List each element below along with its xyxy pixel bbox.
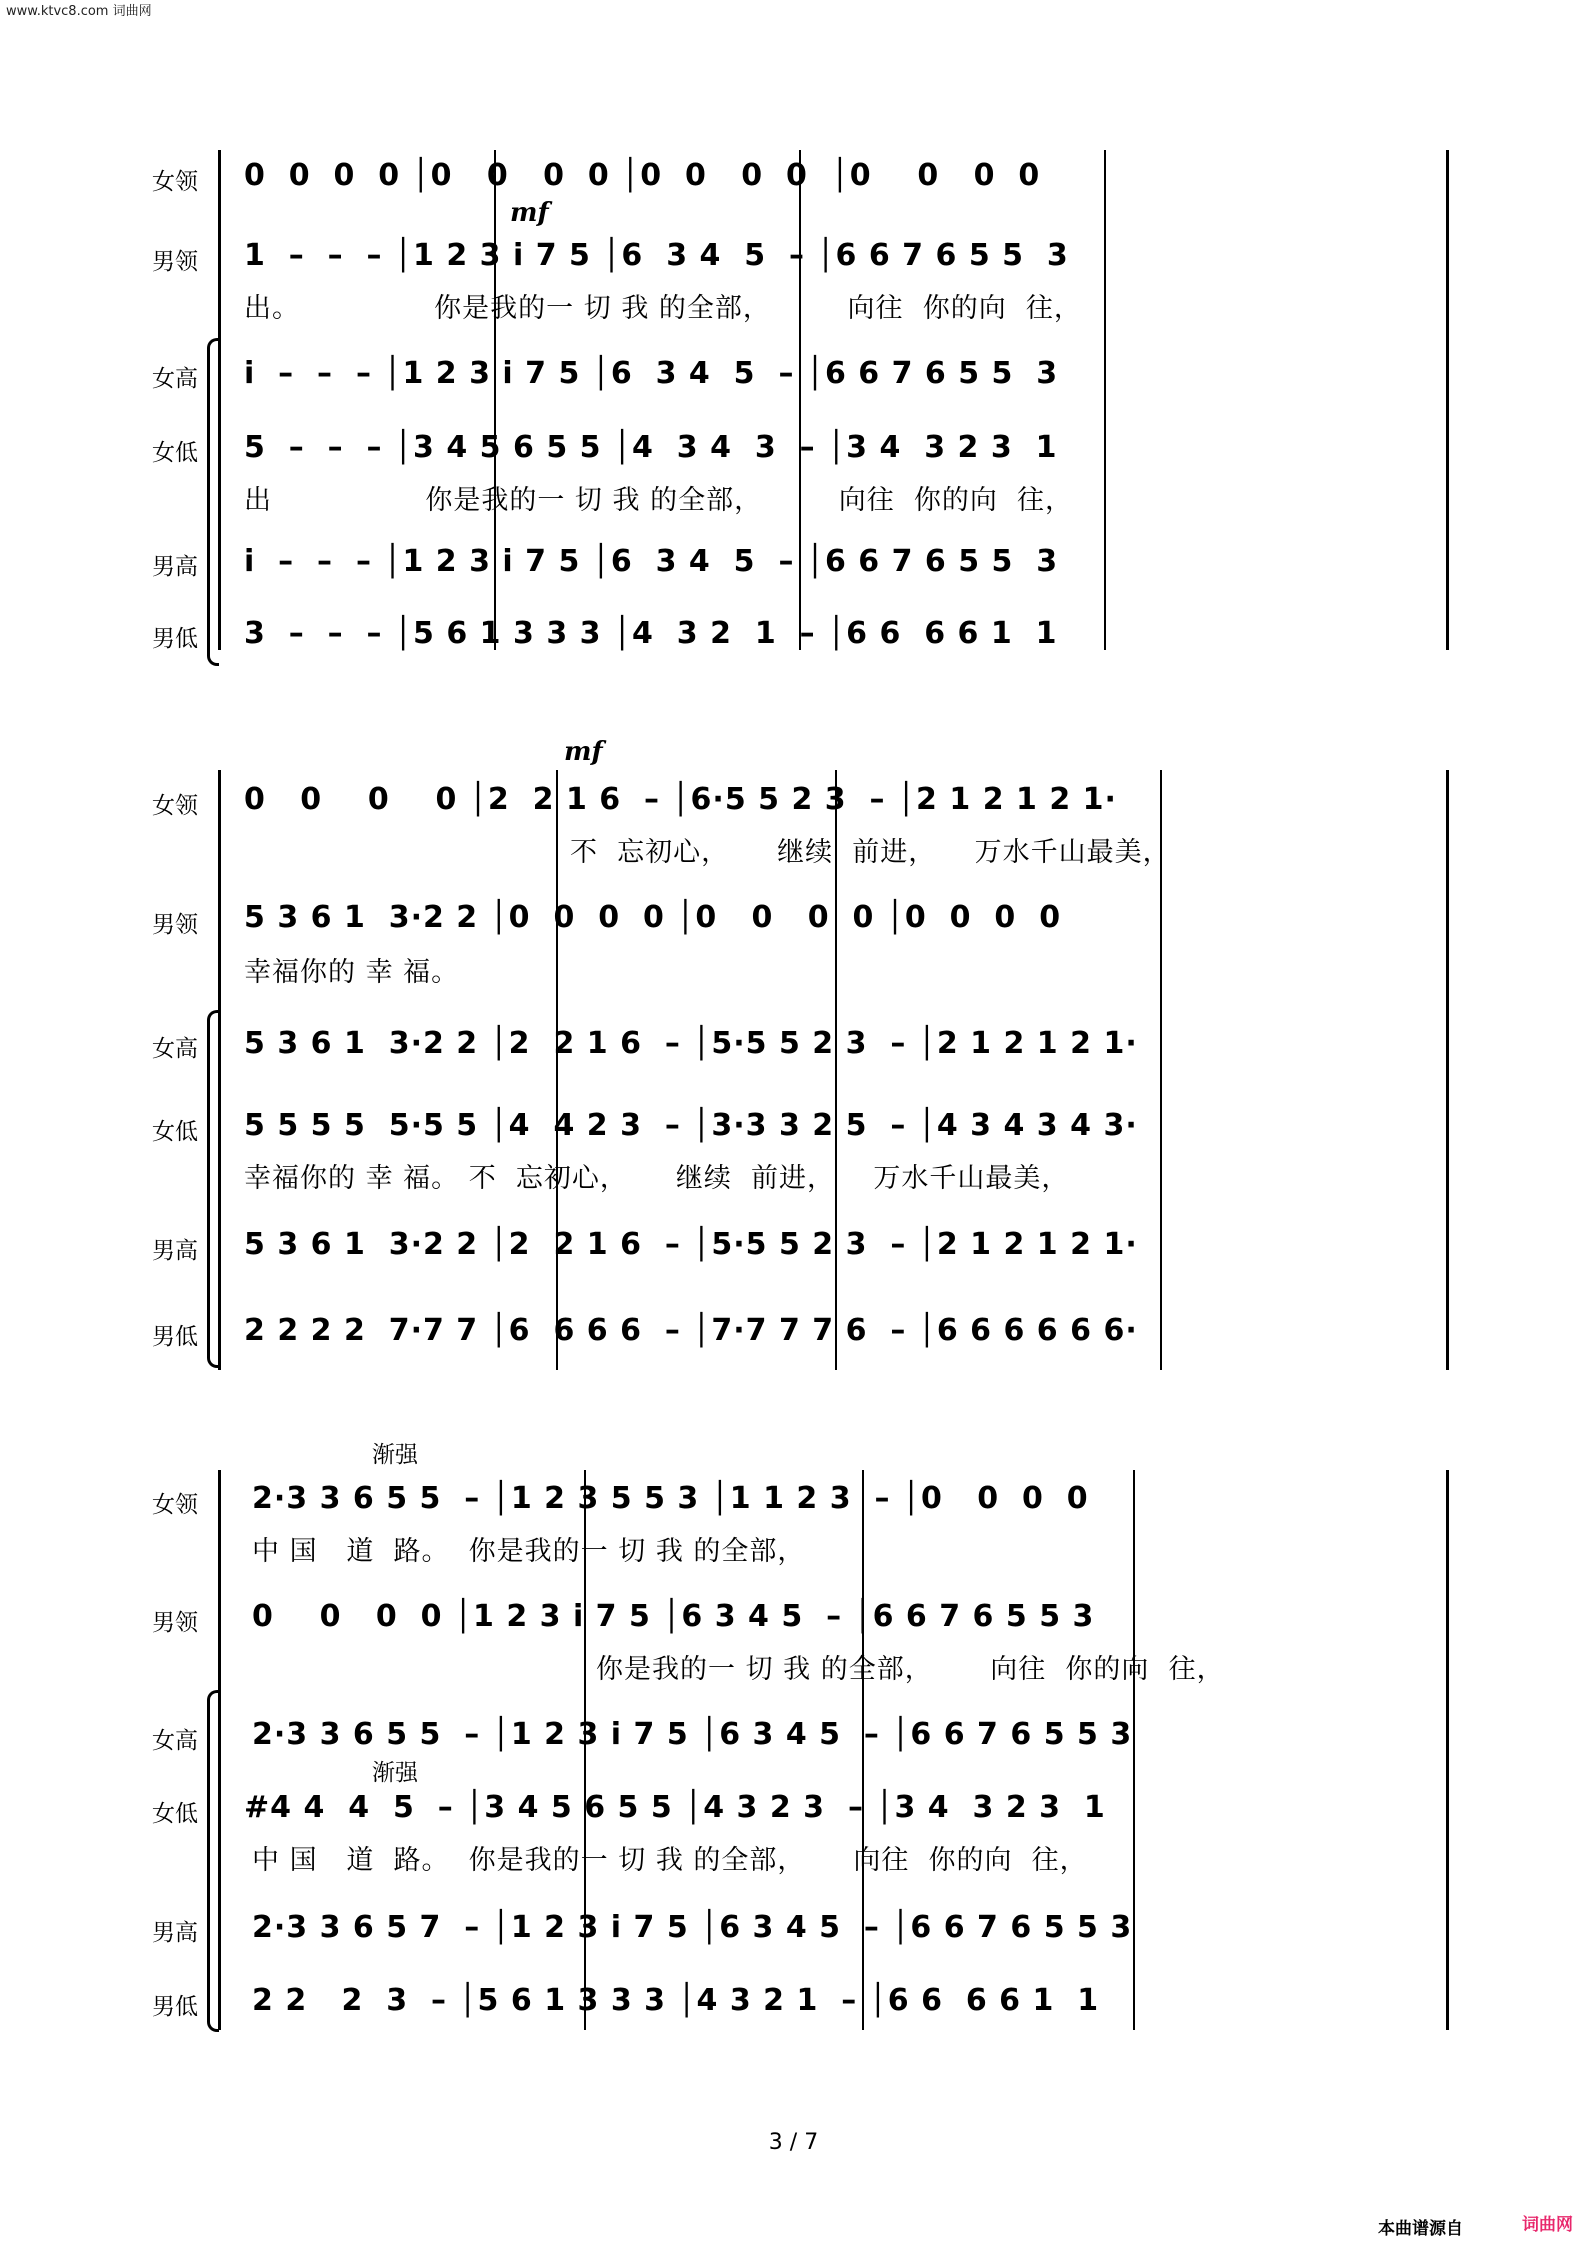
part-label-alto: 女低 xyxy=(152,1801,198,1827)
part-label-tenor: 男高 xyxy=(152,1920,198,1946)
staff-notes-male-lead: 1 – – – │1 2 3 i 7 5 │6 3 4 5 – │6 6 7 6 5 5 3 xyxy=(244,238,1069,273)
lyrics-female-lead: 中 国 道 路。 你是我的一 切 我 的全部， xyxy=(252,1536,806,1567)
lyrics-male-lead: 你是我的一 切 我 的全部， 向往 你的向 往， xyxy=(596,1654,1225,1685)
lyrics-male-lead: 幸福你的 幸 福。 xyxy=(244,957,460,988)
staff-notes-alto: #4 4 4 5 – │3 4 5 6 5 5 │4 3 2 3 – │3 4 3 2 3 1 xyxy=(244,1790,1106,1825)
system-end-bar xyxy=(1446,770,1449,1370)
lyrics-female-lead: 不 忘初心， 继续 前进， 万水千山最美， xyxy=(570,837,1171,868)
staff-notes-female-lead: 0 0 0 0 │0 0 0 0 │0 0 0 0 │0 0 0 0 xyxy=(244,158,1041,193)
staff-notes-alto: 5 – – – │3 4 5 6 5 5 │4 3 4 3 – │3 4 3 2 3 1 xyxy=(244,430,1058,465)
part-label-alto: 女低 xyxy=(152,440,198,466)
part-label-male-lead: 男领 xyxy=(152,1610,198,1636)
staff-notes-bass: 3 – – – │5 6 1 3 3 3 │4 3 2 1 – │6 6 6 6 1 1 xyxy=(244,616,1058,651)
part-label-soprano: 女高 xyxy=(152,366,198,392)
choir-brace xyxy=(207,1010,219,1368)
staff-notes-tenor: i – – – │1 2 3 i 7 5 │6 3 4 5 – │6 6 7 6 5 5 3 xyxy=(244,544,1059,579)
staff-notes-soprano: 5 3 6 1 3·2 2 │2 2 1 6 – │5·5 5 2 3 – │2 1 2 1 2 1· xyxy=(244,1026,1138,1061)
system-end-bar xyxy=(1446,150,1449,650)
brand-logo-text: 词曲网 xyxy=(1522,2215,1573,2235)
staff-notes-tenor: 2·3 3 6 5 7 – │1 2 3 i 7 5 │6 3 4 5 – │6 6 7 6 5 5 3 xyxy=(252,1910,1133,1945)
bar-line xyxy=(1133,1470,1135,2030)
part-label-female-lead: 女领 xyxy=(152,1492,198,1518)
staff-notes-male-lead: 5 3 6 1 3·2 2 │0 0 0 0 │0 0 0 0 │0 0 0 0 xyxy=(244,900,1062,935)
part-label-soprano: 女高 xyxy=(152,1728,198,1754)
lyrics-male-lead: 出。 你是我的一 切 我 的全部， 向往 你的向 往， xyxy=(244,293,1082,324)
part-label-bass: 男低 xyxy=(152,1324,198,1350)
dynamic-mf: mf xyxy=(564,737,603,767)
staff-notes-female-lead: 2·3 3 6 5 5 – │1 2 3 5 5 3 │1 1 2 3 – │0 0 0 0 xyxy=(252,1481,1089,1516)
crescendo-marking: 渐强 xyxy=(372,1442,418,1468)
staff-notes-alto: 5 5 5 5 5·5 5 │4 4 2 3 – │3·3 3 2 5 – │4 3 4 3 4 3· xyxy=(244,1108,1138,1143)
source-credit: 本曲谱源自 xyxy=(1378,2219,1463,2239)
part-label-soprano: 女高 xyxy=(152,1036,198,1062)
part-label-tenor: 男高 xyxy=(152,1238,198,1264)
bar-line xyxy=(556,770,558,1370)
dynamic-mf: mf xyxy=(510,198,549,228)
lyrics-alto: 出 你是我的一 切 我 的全部， 向往 你的向 往， xyxy=(244,485,1074,516)
staff-notes-tenor: 5 3 6 1 3·2 2 │2 2 1 6 – │5·5 5 2 3 – │2 1 2 1 2 1· xyxy=(244,1227,1138,1262)
part-label-male-lead: 男领 xyxy=(152,912,198,938)
page-number: 3 / 7 xyxy=(768,2130,819,2155)
staff-notes-bass: 2 2 2 3 – │5 6 1 3 3 3 │4 3 2 1 – │6 6 6 6 1 1 xyxy=(252,1983,1100,2018)
part-label-tenor: 男高 xyxy=(152,554,198,580)
part-label-female-lead: 女领 xyxy=(152,169,198,195)
staff-notes-soprano: i – – – │1 2 3 i 7 5 │6 3 4 5 – │6 6 7 6 5 5 3 xyxy=(244,356,1059,391)
system-end-bar xyxy=(1446,1470,1449,2030)
bar-line xyxy=(1104,150,1106,650)
crescendo-marking: 渐强 xyxy=(372,1760,418,1786)
part-label-female-lead: 女领 xyxy=(152,793,198,819)
staff-notes-female-lead: 0 0 0 0 │2 2 1 6 – │6·5 5 2 3 – │2 1 2 1 2 1· xyxy=(244,782,1117,817)
lyrics-alto: 中 国 道 路。 你是我的一 切 我 的全部， 向往 你的向 往， xyxy=(252,1845,1088,1876)
lyrics-alto: 幸福你的 幸 福。 不 忘初心， 继续 前进， 万水千山最美， xyxy=(244,1163,1070,1194)
staff-notes-soprano: 2·3 3 6 5 5 – │1 2 3 i 7 5 │6 3 4 5 – │6 6 7 6 5 5 3 xyxy=(252,1717,1133,1752)
site-watermark: www.ktvc8.com 词曲网 xyxy=(6,4,152,19)
part-label-bass: 男低 xyxy=(152,626,198,652)
staff-notes-bass: 2 2 2 2 7·7 7 │6 6 6 6 – │7·7 7 7 6 – │6 6 6 6 6 6· xyxy=(244,1313,1138,1348)
staff-notes-male-lead: 0 0 0 0 │1 2 3 i 7 5 │6 3 4 5 – │6 6 7 6 5 5 3 xyxy=(252,1599,1095,1634)
part-label-bass: 男低 xyxy=(152,1994,198,2020)
part-label-male-lead: 男领 xyxy=(152,249,198,275)
part-label-alto: 女低 xyxy=(152,1119,198,1145)
